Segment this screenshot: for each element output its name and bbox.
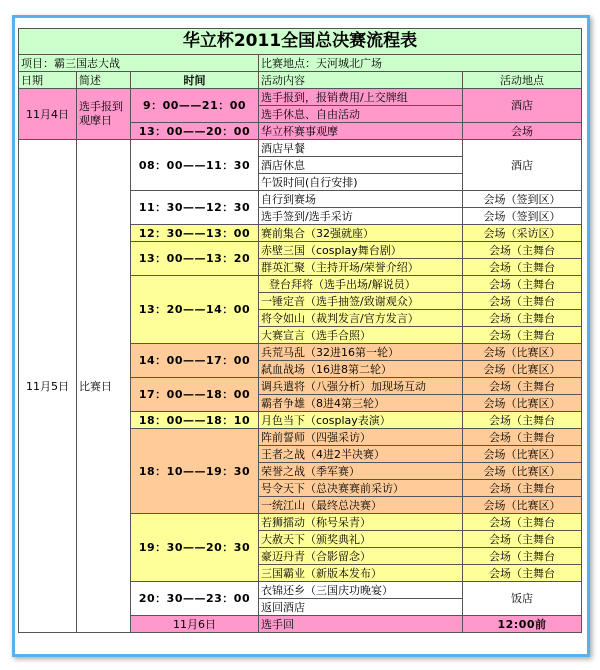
- content-cell: 月色当下（cosplay表演）: [259, 412, 463, 429]
- project-label: 项目：霸三国志大战: [19, 55, 259, 72]
- time-cell: 19：30——20：30: [131, 514, 259, 582]
- location-cell: 饭店: [463, 582, 582, 616]
- content-cell: 衣锦还乡（三国庆功晚宴）: [259, 582, 463, 599]
- location-cell: 会场（主舞台: [463, 378, 582, 395]
- header-content: 活动内容: [259, 72, 463, 89]
- content-cell: 若狮擂动（称号呆青）: [259, 514, 463, 531]
- date-cell: 11月5日: [19, 140, 77, 633]
- content-cell: 豪迈丹青（合影留念）: [259, 548, 463, 565]
- content-cell: 华立杯赛事观摩: [259, 123, 463, 140]
- content-cell: 阵前誓师（四强采访）: [259, 429, 463, 446]
- location-cell: 会场: [463, 123, 582, 140]
- time-cell: 18：00——18：10: [131, 412, 259, 429]
- location-cell: 会场（主舞台: [463, 531, 582, 548]
- location-cell: 会场（签到区）: [463, 191, 582, 208]
- content-cell: 一统江山（最终总决赛）: [259, 497, 463, 514]
- content-cell: 号令天下（总决赛赛前采访）: [259, 480, 463, 497]
- brief-cell: 选手报到 观摩日: [77, 89, 131, 140]
- time-cell: 12:00前: [463, 616, 582, 633]
- content-cell: 兵荒马乱（32进16第一轮）: [259, 344, 463, 361]
- table-row: [19, 140, 582, 157]
- content-cell: 将令如山（裁判发言/官方发言）: [259, 310, 463, 327]
- location-cell: 会场（签到区）: [463, 208, 582, 225]
- location-cell: 会场（主舞台: [463, 293, 582, 310]
- location-cell: 会场（主舞台: [463, 548, 582, 565]
- location-cell: 会场（比赛区）: [463, 497, 582, 514]
- content-cell: 赤壁三国（cosplay舞台剧）: [259, 242, 463, 259]
- date-cell: 11月6日: [131, 616, 259, 633]
- time-cell: 20：30——23：00: [131, 582, 259, 616]
- location-cell: 会场（主舞台: [463, 480, 582, 497]
- location-cell: 会场（主舞台: [463, 310, 582, 327]
- content-cell: 酒店早餐: [259, 140, 463, 157]
- location-cell: 会场（比赛区）: [463, 463, 582, 480]
- location-cell: 会场（采访区）: [463, 225, 582, 242]
- location-cell: 会场（主舞台: [463, 514, 582, 531]
- location-cell: 会场（比赛区）: [463, 395, 582, 412]
- header-location: 活动地点: [463, 72, 582, 89]
- venue-label: 比赛地点：天河城北广场: [259, 55, 582, 72]
- content-cell: 选手休息、自由活动: [259, 106, 463, 123]
- location-cell: 会场（主舞台: [463, 242, 582, 259]
- time-cell: 11：30——12：30: [131, 191, 259, 225]
- time-cell: 13：00——13：20: [131, 242, 259, 276]
- content-cell: 登台拜将（选手出场/解说员）: [259, 276, 463, 293]
- content-cell: 调兵遣将（八强分析）加现场互动: [259, 378, 463, 395]
- content-cell: 酒店休息: [259, 157, 463, 174]
- time-cell: 14：00——17：00: [131, 344, 259, 378]
- time-cell: 18：10——19：30: [131, 429, 259, 514]
- time-cell: 13：00——20：00: [131, 123, 259, 140]
- content-cell: 选手签到/选手采访: [259, 208, 463, 225]
- content-cell: 自行到赛场: [259, 191, 463, 208]
- location-cell: 会场（比赛区）: [463, 361, 582, 378]
- header-time: 时间: [131, 72, 259, 89]
- time-cell: 9：00——21：00: [131, 89, 259, 123]
- info-row: [19, 55, 582, 72]
- header-row: [19, 72, 582, 89]
- page-title: 华立杯2011全国总决赛流程表: [19, 29, 582, 55]
- content-cell: 一锤定音（选手抽签/致谢观众）: [259, 293, 463, 310]
- content-cell: 赛前集合（32强就座）: [259, 225, 463, 242]
- header-brief: 简述: [77, 72, 131, 89]
- content-cell: 大赦天下（颁奖典礼）: [259, 531, 463, 548]
- content-cell: 午饭时间(自行安排): [259, 174, 463, 191]
- location-cell: 酒店: [463, 140, 582, 191]
- content-cell: 三国霸业（新版本发布）: [259, 565, 463, 582]
- location-cell: 会场（主舞台: [463, 429, 582, 446]
- content-cell: 霸者争雄（8进4第三轮）: [259, 395, 463, 412]
- location-cell: 会场（主舞台: [463, 412, 582, 429]
- table-row: [19, 89, 582, 106]
- location-cell: 会场（主舞台: [463, 565, 582, 582]
- header-date: 日期: [19, 72, 77, 89]
- content-cell: 王者之战（4进2半决赛）: [259, 446, 463, 463]
- date-cell: 11月4日: [19, 89, 77, 140]
- content-cell: 选手报到，报销费用/上交牌组: [259, 89, 463, 106]
- title-row: [19, 29, 582, 55]
- location-cell: 会场（比赛区）: [463, 344, 582, 361]
- location-cell: 酒店: [463, 89, 582, 123]
- time-cell: 13：20——14：00: [131, 276, 259, 344]
- time-cell: 17：00——18：00: [131, 378, 259, 412]
- content-cell: 大赛宣言（选手合照）: [259, 327, 463, 344]
- time-cell: 12：30——13：00: [131, 225, 259, 242]
- time-cell: 08：00——11：30: [131, 140, 259, 191]
- schedule-table: [18, 28, 582, 633]
- location-cell: 会场（主舞台: [463, 259, 582, 276]
- content-cell: 群英汇聚（主持开场/荣誉介绍）: [259, 259, 463, 276]
- location-cell: 会场（主舞台: [463, 276, 582, 293]
- content-cell: 弑血战场（16进8第二轮）: [259, 361, 463, 378]
- content-cell: 返回酒店: [259, 599, 463, 616]
- location-cell: 会场（主舞台: [463, 327, 582, 344]
- content-cell: 荣誉之战（季军赛）: [259, 463, 463, 480]
- brief-cell: 比赛日: [77, 140, 131, 633]
- location-cell: 会场（比赛区）: [463, 446, 582, 463]
- brief-cell: 选手回: [259, 616, 463, 633]
